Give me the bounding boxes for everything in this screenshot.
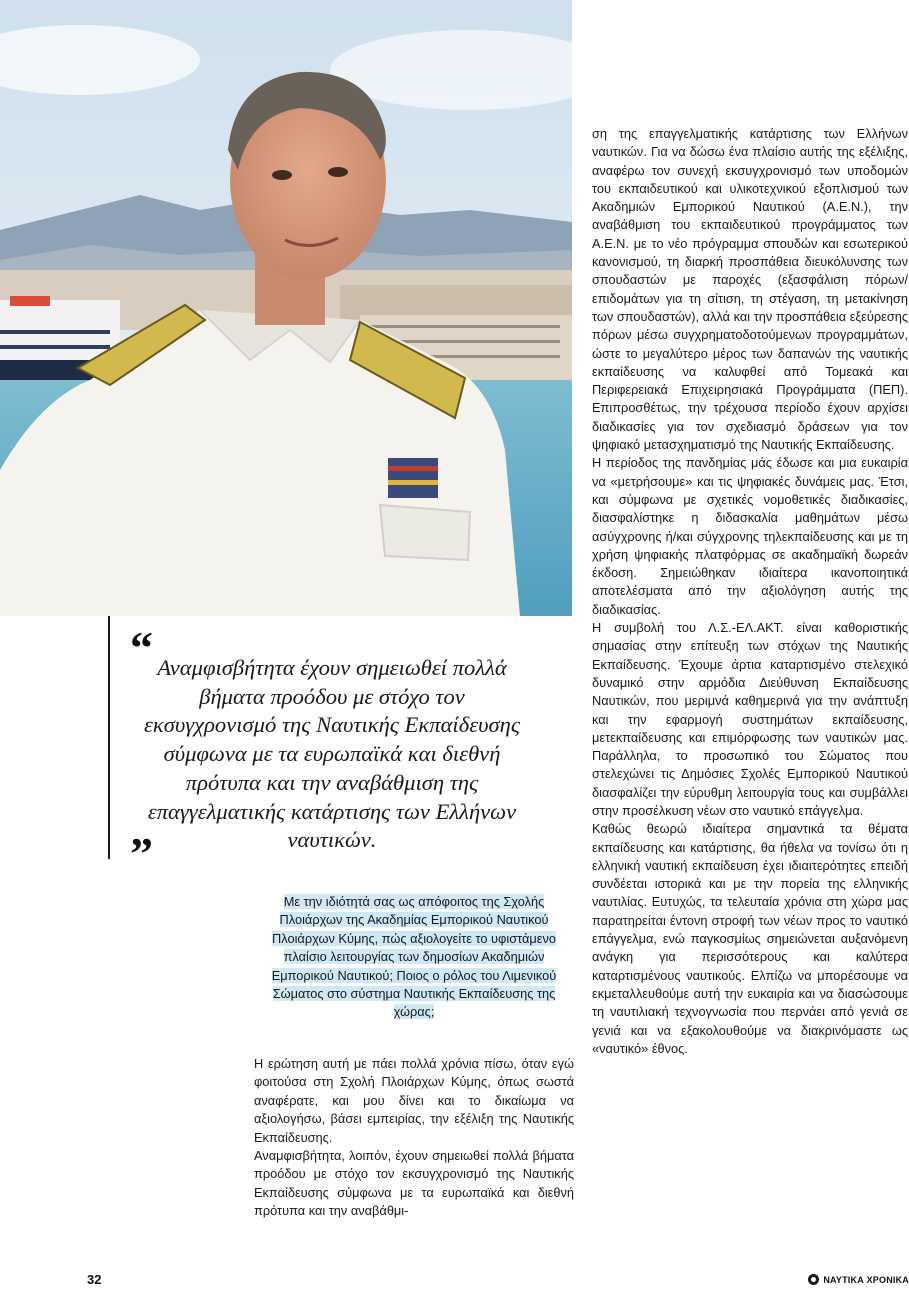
open-quote-icon: “ xyxy=(130,622,153,673)
paragraph: ση της επαγγελματικής κατάρτισης των Ελλήνων ναυτικών. Για να δώσω ένα πλαίσιο αυτής της εξέλιξης, αναφέρω τον συνεχή εκσυγχρονισμό των υποδομών του εκπαιδευτικού και υλικοτεχνικού εξοπλισμού των Ακαδημιών Εμπορικού Ναυτικού (Α.Ε.Ν.), την αναβάθμιση του εκπαιδευτικού προγράμματος των Α.Ε.Ν. με το νέο πρόγραμμα σπουδών και εσωτερικού κανονισμού, τη διαρκή προσπάθεια διευκόλυνσης των σπουδαστών με παροχές (εξασφάλιση πόρων/επιδομάτων για τη σίτιση, τη στέγαση, τη μετακίνηση των σπουδαστών), αλλά και την προσπάθεια εξεύρεσης πόρων μέσω συγχρηματοδοτούμενων προγραμμάτων, ώστε το μεγαλύτερο μέρος των δαπανών της ναυτικής εκπαίδευσης να καλυφθεί από Τομεακά και Περιφερειακά Επιχειρησιακά Προγράμματα (ΠΕΠ). Επιπροσθέτως, την τρέχουσα περίοδο έχουν αρχίσει διαδικασίες για τον σχεδιασμό δράσεων για τον ψηφιακό μετασχηματισμό της Ναυτικής Εκπαίδευσης. xyxy=(592,126,908,453)
portrait-illustration xyxy=(0,0,572,616)
paragraph: Η συμβολή του Λ.Σ.-ΕΛ.ΑΚΤ. είναι καθοριστικής σημασίας στην επίτευξη των στόχων της Ναυτικής Εκπαίδευσης. Έχουμε άρτια καταρτισμένο στελεχικό δυναμικό στην αρμόδια Διεύθυνση Εκπαίδευσης Ναυτικών, που μεριμνά καθημερινά για την ανάπτυξη και την εφαρμογή συστημάτων εκπαίδευσης, μετεκπαίδευσης και επιμόρφωσης των ναυτικών μας. Παράλληλα, το προσωπικό του Σώματος που στελεχώνει τις Δημόσιες Σχολές Εμπορικού Ναυτικού διασφαλίζει την εύρυθμη λειτουργία τους και συμβάλλει στην προσέλκυση νέων στο ναυτικό επάγγελμα. xyxy=(592,620,908,818)
magazine-name: ΝΑΥΤΙΚΑ ΧΡΟΝΙΚΑ xyxy=(823,1274,909,1285)
paragraph: Καθώς θεωρώ ιδιαίτερα σημαντικά τα θέματα εκπαίδευσης και κατάρτισης, θα ήθελα να τονίσω ότι η ελληνική ναυτική εκπαίδευση έχει ιδιαιτερότητες επειδή συνδέεται ιστορικά και με την πορεία της ελληνικής ναυτιλίας. Ευτυχώς, τα τελευταία χρόνια στη χώρα μας παρατηρείται έντονη στροφή των νέων προς το ναυτικό επάγγελμα, ενώ παγκοσμίως σημειώνεται αυξανόμενη ανάγκη για περισσότερους και καλύτερα καταρτισμένους ναυτικούς. Ελπίζω να μπορέσουμε να εκμεταλλευθούμε αυτή την ευκαιρία και να διασώσουμε τη ναυτιλιακή τεχνογνωσία που περνάει από γενιά σε γενιά και να εξακολουθούμε να διακρινόμαστε ως «ναυτικό» έθνος. xyxy=(592,821,908,1056)
paragraph: Αναμφισβήτητα, λοιπόν, έχουν σημειωθεί πολλά βήματα προόδου με στόχο τον εκσυγχρονισμό της Ναυτικής Εκπαίδευσης σύμφωνα με τα ευρωπαϊκά και διεθνή πρότυπα και την αναβάθμι- xyxy=(254,1148,574,1219)
footer-brand xyxy=(808,1274,909,1285)
photo-corner-fill xyxy=(0,616,95,686)
interview-question xyxy=(254,893,574,1022)
answer-column-right xyxy=(592,125,908,1058)
question-highlight: Με την ιδιότητά σας ως απόφοιτος της Σχολής Πλοιάρχων της Ακαδημίας Εμπορικού Ναυτικού Πλοιάρχων Κύμης, πώς αξιολογείτε το υφιστάμενο πλαίσιο λειτουργίας των δημοσίων Ακαδημιών Εμπορικού Ναυτικού; Ποιος ο ρόλος του Λιμενικού Σώματος στο σύστημα Ναυτικής Εκπαίδευσης της χώρας; xyxy=(271,894,557,1020)
pull-quote xyxy=(108,616,550,879)
magazine-logo-icon xyxy=(808,1274,819,1285)
paragraph: Η περίοδος της πανδημίας μάς έδωσε και μια ευκαιρία να «μετρήσουμε» και τις ψηφιακές δυνάμεις μας. Έτσι, και σύμφωνα με σχετικές νομοθετικές διαδικασίες, διασφαλίστηκε η διδασκαλία μαθημάτων μέσω ασύγχρονης ή/και σύγχρονης τηλεκπαίδευσης και με τη χρήση ψηφιακής πλατφόρμας σε ακαδημαϊκή δωρεάν έκδοση. Σημειώθηκαν ιδιαίτερα ικανοποιητικά αποτελέσματα από την αξιολόγηση αυτής της διαδικασίας. xyxy=(592,455,908,617)
portrait-photo xyxy=(0,0,572,616)
close-quote-icon: ” xyxy=(130,828,153,879)
pull-quote-text: Αναμφισβήτητα έχουν σημειωθεί πολλά βήματα προόδου με στόχο τον εκσυγχρονισμό της Ναυτικής Εκπαίδευσης σύμφωνα με τα ευρωπαϊκά και διεθνή πρότυπα και την αναβάθμιση της επαγγελματικής κατάρτισης των Ελλήνων ναυτικών. xyxy=(143,655,521,853)
paragraph: Η ερώτηση αυτή με πάει πολλά χρόνια πίσω, όταν εγώ φοιτούσα στη Σχολή Πλοιάρχων Κύμης, όπως σωστά αναφέρατε, και μου δίνει και το δικαίωμα να αξιολογήσω, βάσει εμπειρίας, την εξέλιξη της Ναυτικής Εκπαίδευσης. xyxy=(254,1056,574,1145)
page-number: 32 xyxy=(87,1272,102,1287)
answer-column-left xyxy=(254,1055,574,1221)
